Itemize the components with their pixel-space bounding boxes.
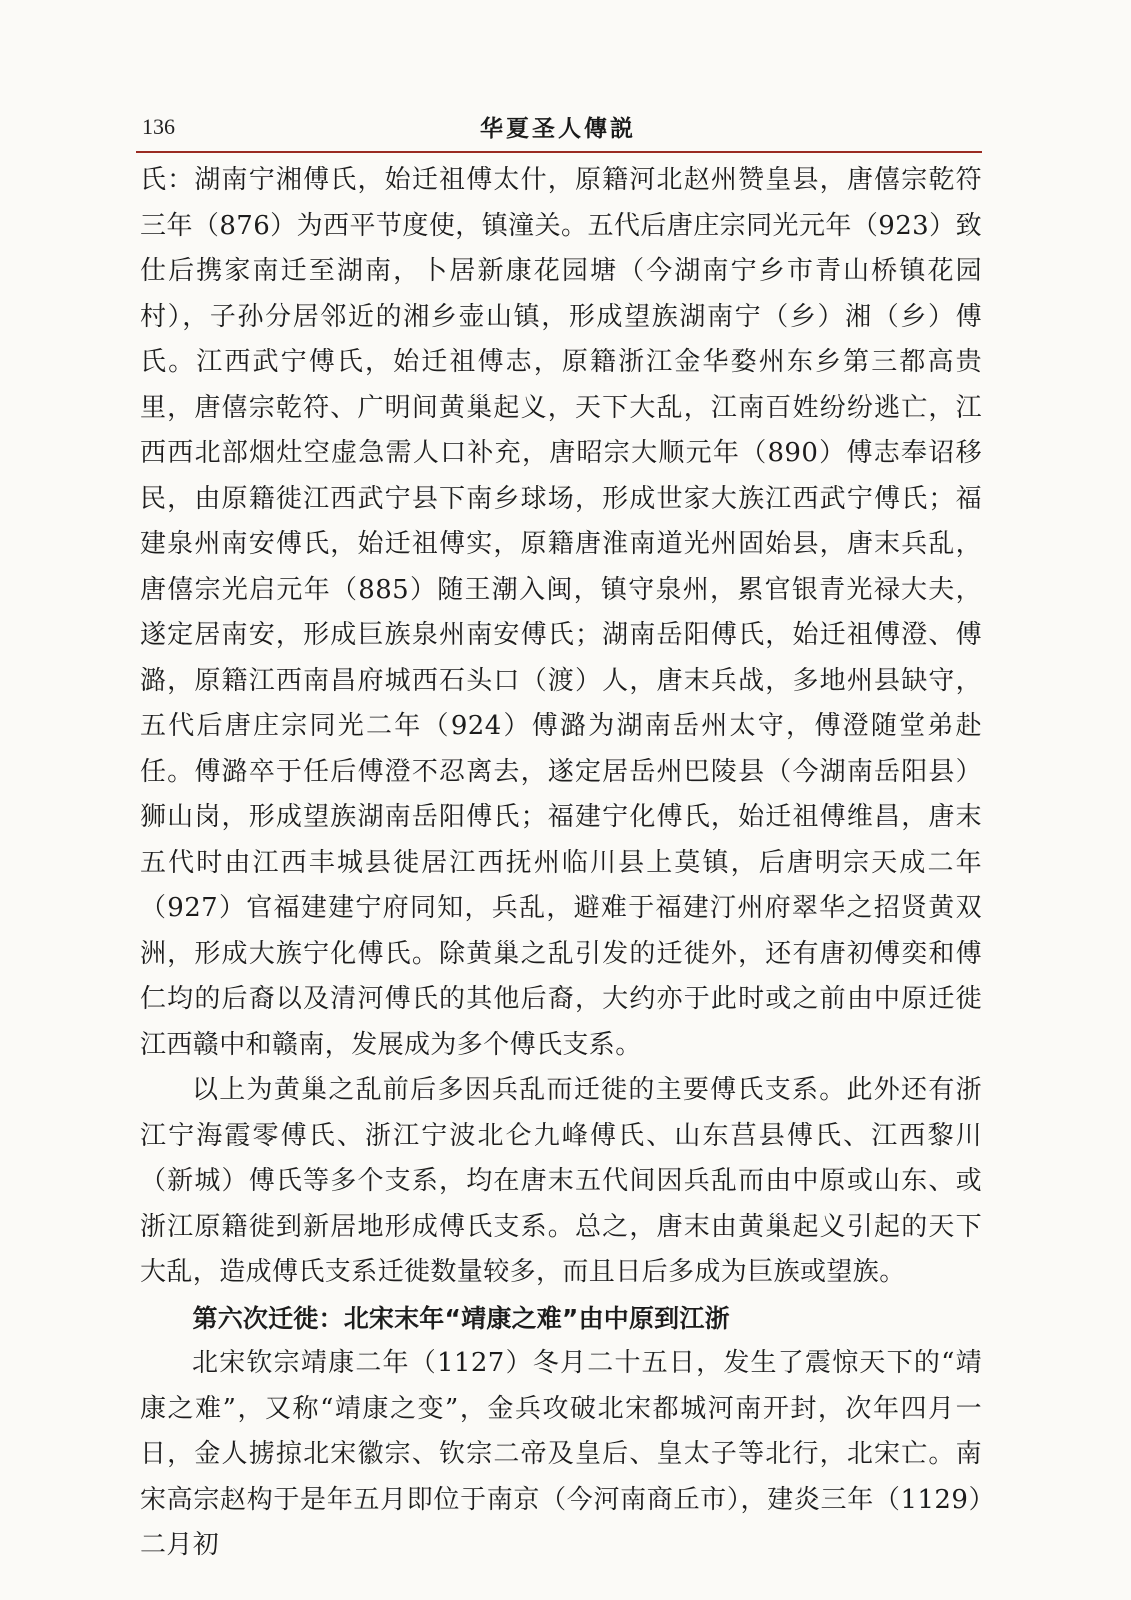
page-number: 136 [142,114,175,139]
running-title: 华夏圣人傳説 [480,116,636,142]
paragraph-1: 氏：湖南宁湘傅氏，始迁祖傅太什，原籍河北赵州赞皇县，唐僖宗乾符三年（876）为西平节度使，镇潼关。五代后唐庄宗同光元年（923）致仕后携家南迁至湖南，卜居新康花园塘（今湖南宁乡市青山桥镇花园村），子孙分居邻近的湘乡壶山镇，形成望族湖南宁（乡）湘（乡）傅氏。江西武宁傅氏，始迁祖傅志，原籍浙江金华婺州东乡第三都高贵里，唐僖宗乾符、广明间黄巢起义，天下大乱，江南百姓纷纷逃亡，江西西北部烟灶空虚急需人口补充，唐昭宗大顺元年（890）傅志奉诏移民，由原籍徙江西武宁县下南乡球场，形成世家大族江西武宁傅氏；福建泉州南安傅氏，始迁祖傅实，原籍唐淮南道光州固始县，唐末兵乱，唐僖宗光启元年（885）随王潮入闽，镇守泉州，累官银青光禄大夫，遂定居南安，形成巨族泉州南安傅氏；湖南岳阳傅氏，始迁祖傅澄、傅潞，原籍江西南昌府城西石头口（渡）人，唐末兵战，多地州县缺守，五代后唐庄宗同光二年（924）傅潞为湖南岳州太守，傅澄随堂弟赴任。傅潞卒于任后傅澄不忍离去，遂定居岳州巴陵县（今湖南岳阳县）狮山岗，形成望族湖南岳阳傅氏；福建宁化傅氏，始迁祖傅维昌，唐末五代时由江西丰城县徙居江西抚州临川县上莫镇，后唐明宗天成二年（927）官福建建宁府同知，兵乱，避难于福建汀州府翠华之招贤黄双洲，形成大族宁化傅氏。除黄巢之乱引发的迁徙外，还有唐初傅奕和傅仁均的后裔以及清河傅氏的其他后裔，大约亦于此时或之前由中原迁徙江西赣中和赣南，发展成为多个傅氏支系。 [140,165,982,1060]
paragraph-3: 北宋钦宗靖康二年（1127）冬月二十五日，发生了震惊天下的“靖康之难”，又称“靖康之变”，金兵攻破北宋都城河南开封，次年四月一日，金人掳掠北宋徽宗、钦宗二帝及皇后、皇太子等北行，北宋亡。南宋高宗赵构于是年五月即位于南京（今河南商丘市），建炎三年（1129）二月初 [140,1348,982,1560]
paragraph-2: 以上为黄巢之乱前后多因兵乱而迁徙的主要傅氏支系。此外还有浙江宁海霞零傅氏、浙江宁波北仑九峰傅氏、山东莒县傅氏、江西黎川（新城）傅氏等多个支系，均在唐末五代间因兵乱而由中原或山东、或浙江原籍徙到新居地形成傅氏支系。总之，唐末由黄巢起义引起的天下大乱，造成傅氏支系迁徙数量较多，而且日后多成为巨族或望族。 [140,1075,982,1287]
header-rule [136,151,982,153]
page-body [140,158,982,1569]
section-heading: 第六次迁徙：北宋末年“靖康之难”由中原到江浙 [192,1303,730,1333]
